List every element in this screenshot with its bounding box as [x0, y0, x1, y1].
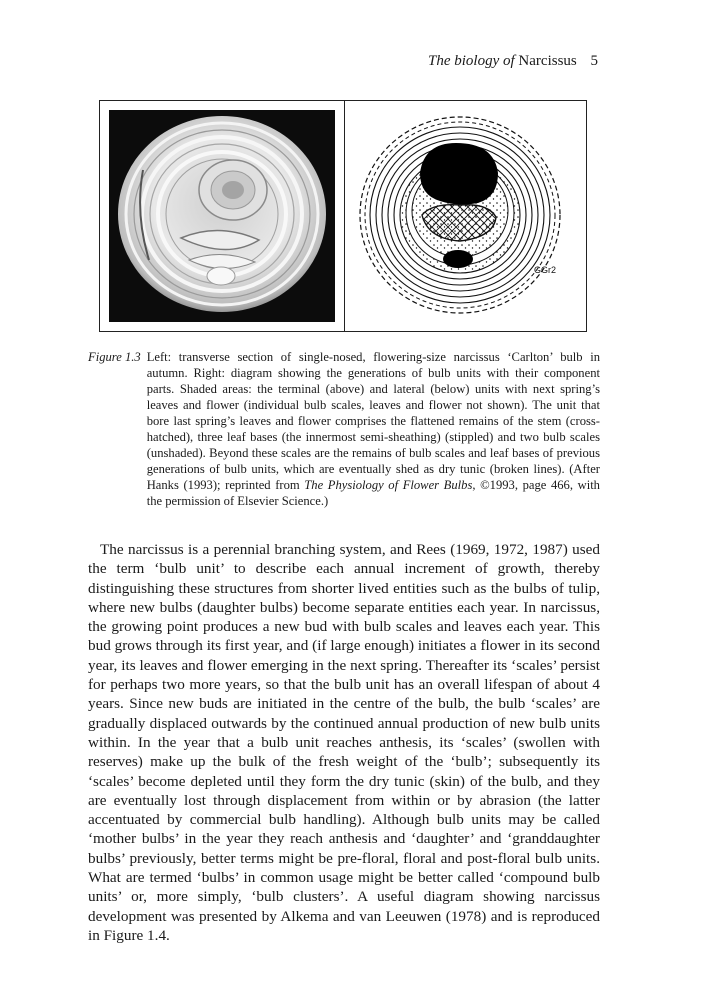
page-number: 5: [590, 53, 598, 69]
running-head-title: Narcissus: [518, 53, 577, 69]
bulb-cross-section-photo: [109, 110, 335, 322]
figure-label: Figure 1.3: [88, 350, 141, 364]
figure-1-3: [99, 100, 587, 332]
bulb-photo-panel: [100, 101, 345, 331]
running-head-prefix: The biology of: [428, 53, 515, 69]
diagram-signature: GGr2: [533, 265, 556, 275]
caption-book-title: The Physiology of Flower Bulbs: [304, 478, 473, 492]
caption-part-1: Left: transverse section of single-nosed, flowering-size narcissus ‘Carlton’ bulb in autumn. Right: diagram showing the generations of bulb units with their component parts. Shaded areas: the terminal (above) and lateral (below) units with next spring’s leaves and flower (individual bulb scales, leaves and flower not shown). The unit that bore last spring’s leaves and flower comprises the flattened remains of the stem (cross-hatched), three leaf bases (the innermost semi-sheathing) (stippled) and two bulb scales (unshaded). Beyond these scales are the remains of bulb scales and leaf bases of previous generations of bulb units, which are eventually shed as dry tunic (broken lines). (After Hanks (1993); reprinted from: [146, 350, 600, 492]
figure-caption: [88, 349, 600, 509]
bulb-units-diagram: [348, 103, 584, 329]
caption-text: [147, 349, 600, 509]
caption-part-2: , ©1993, page 466, with the permission of Elsevier Science.): [146, 478, 600, 508]
bulb-diagram-panel: [345, 101, 586, 331]
body-paragraph: The narcissus is a perennial branching system, and Rees (1969, 1972, 1987) used the term ‘bulb unit’ to describe each annual increment of growth, thereby distinguishing these structures from shorter lived entities such as the bulbs of tulip, where new bulbs (daughter bulbs) become separate entities each year. In narcissus, the growing point produces a new bud with bulb scales and leaves each year. This bud grows through its first year, and (if large enough) initiates a flower in its second year, its leaves and flower emerging in the next spring. Thereafter its ‘scales’ persist for perhaps two more years, so that the bulb unit has an overall lifespan of about 4 years. Since new buds are initiated in the centre of the bulb, the bulb ‘scales’ are gradually displaced outwards by the continued annual production of new bulb units within. In the year that a bulb unit reaches anthesis, its ‘scales’ (swollen with reserves) make up the bulk of the fresh weight of the ‘bulb’; subsequently its ‘scales’ become depleted until they form the dry tunic (skin) of the bulb, and they are eventually lost through displacement from within or by abrasion (the latter accentuated by commercial bulb handling). Although bulb units may be called ‘mother bulbs’ in the year they reach anthesis and ‘daughter’ and ‘granddaughter bulbs’ previously, better terms might be pre-floral, floral and post-floral bulb units. What are termed ‘bulbs’ in common usage might be better called ‘compound bulb units’ or, more simply, ‘bulb clusters’. A useful diagram showing narcissus development was presented by Alkema and van Leeuwen (1978) and is reproduced in Figure 1.4.: [88, 541, 600, 944]
running-head: [428, 53, 598, 70]
